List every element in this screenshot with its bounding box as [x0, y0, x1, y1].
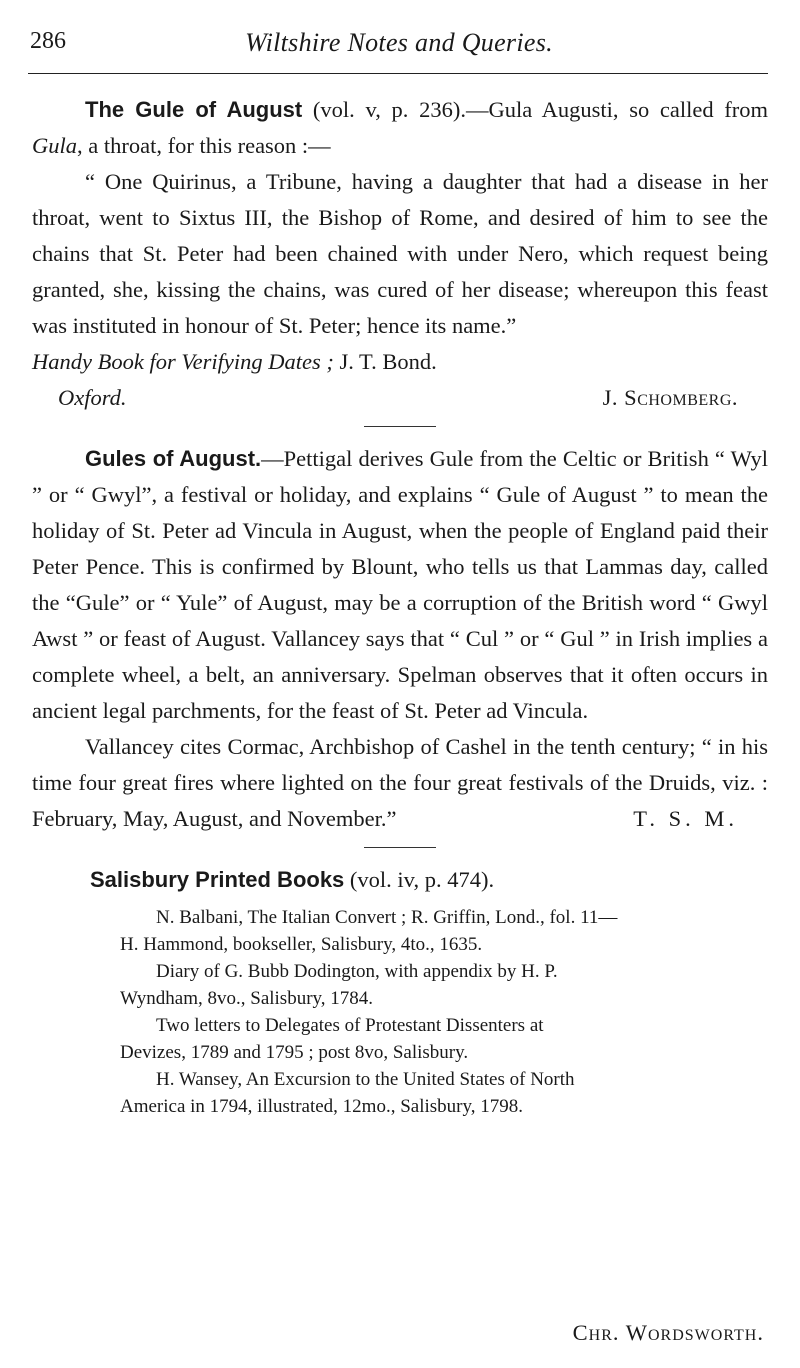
book-entry-line-2: Wyndham, 8vo., Salisbury, 1784. [120, 988, 374, 1009]
gules-signature-line [32, 801, 768, 837]
gula-word: Gula [32, 133, 77, 158]
book-entry [120, 958, 768, 1012]
section-divider-2 [364, 847, 436, 848]
gule-source-author: J. T. Bond. [333, 349, 437, 374]
gule-source-title: Handy Book for Verifying Dates ; [32, 349, 334, 374]
gule-heading: The Gule of August [85, 97, 303, 122]
gule-source [32, 344, 768, 380]
gules-paragraph-1 [32, 441, 768, 729]
page-body [32, 92, 768, 1120]
gules-para1: —Pettigal derives Gule from the Celtic or British “ Wyl ” or “ Gwyl”, a festival or holiday, and explains “ Gule of August ” to mean the holiday of St. Peter ad Vincula in August, when the people of England paid their Peter Pence. This is confirmed by Blount, who tells us that Lammas day, called the “Gule” or “ Yule” of August, may be a corruption of the British word “ Gwyl Awst ” or feast of August. Vallancey says that “ Cul ” or “ Gul ” in Irish implies a complete wheel, a belt, an anniversary. Spelman observes that it often occurs in ancient legal parchments, for the feast of St. Peter ad Vincula. [32, 446, 768, 723]
page-number: 286 [30, 28, 66, 54]
book-entry-line-1: Two letters to Delegates of Protestant Dissenters at [156, 1015, 544, 1036]
gule-signature: J. Schomberg. [602, 385, 738, 410]
gules-para2: Vallancey cites Cormac, Archbishop of Cashel in the tenth century; “ in his time four great fires where lighted on the four great festivals of the Druids, viz. : February, May, August, and November.” [32, 734, 768, 831]
book-entry [120, 1066, 768, 1120]
gule-quote-paragraph [32, 164, 768, 344]
gule-signature-line [32, 380, 768, 416]
salisbury-ref: (vol. iv, p. 474). [344, 867, 495, 892]
book-entry-line-1: Diary of G. Bubb Dodington, with appendix by H. P. [156, 961, 558, 982]
gules-signature: T. S. M. [633, 806, 738, 831]
gule-ref-end: , a throat, for this reason :— [77, 133, 331, 158]
gule-ref: (vol. v, p. 236).—Gula Augusti, so called from [312, 97, 769, 122]
salisbury-book-list [32, 904, 768, 1120]
book-entry-line-2: America in 1794, illustrated, 12mo., Salisbury, 1798. [120, 1096, 523, 1117]
gule-intro-paragraph [32, 92, 768, 164]
book-entry [120, 1012, 768, 1066]
book-entry-line-2: Devizes, 1789 and 1795 ; post 8vo, Salisbury. [120, 1042, 469, 1063]
salisbury-heading: Salisbury Printed Books [90, 867, 345, 892]
book-entry-line-1: N. Balbani, The Italian Convert ; R. Griffin, Lond., fol. 11— [156, 907, 618, 928]
book-entry-line-1: H. Wansey, An Excursion to the United States of North [156, 1069, 575, 1090]
gule-quote: “ One Quirinus, a Tribune, having a daughter that had a disease in her throat, went to Sixtus III, the Bishop of Rome, and desired of him to see the chains that St. Peter had been chained with under Nero, which request being granted, she, kissing the chains, was cured of her disease; whereupon this feast was instituted in honour of St. Peter; hence its name.” [32, 169, 768, 338]
header-rule [28, 73, 768, 74]
book-entry-line-2: H. Hammond, bookseller, Salisbury, 4to., 1635. [120, 934, 483, 955]
gules-heading: Gules of August. [85, 446, 262, 471]
salisbury-heading-line [32, 862, 768, 898]
salisbury-signature: Chr. Wordsworth. [572, 1320, 764, 1345]
section-divider [364, 426, 436, 427]
running-header [30, 22, 768, 62]
gule-place: Oxford. [58, 385, 127, 410]
book-entry [120, 904, 768, 958]
running-title: Wiltshire Notes and Queries. [245, 28, 553, 57]
